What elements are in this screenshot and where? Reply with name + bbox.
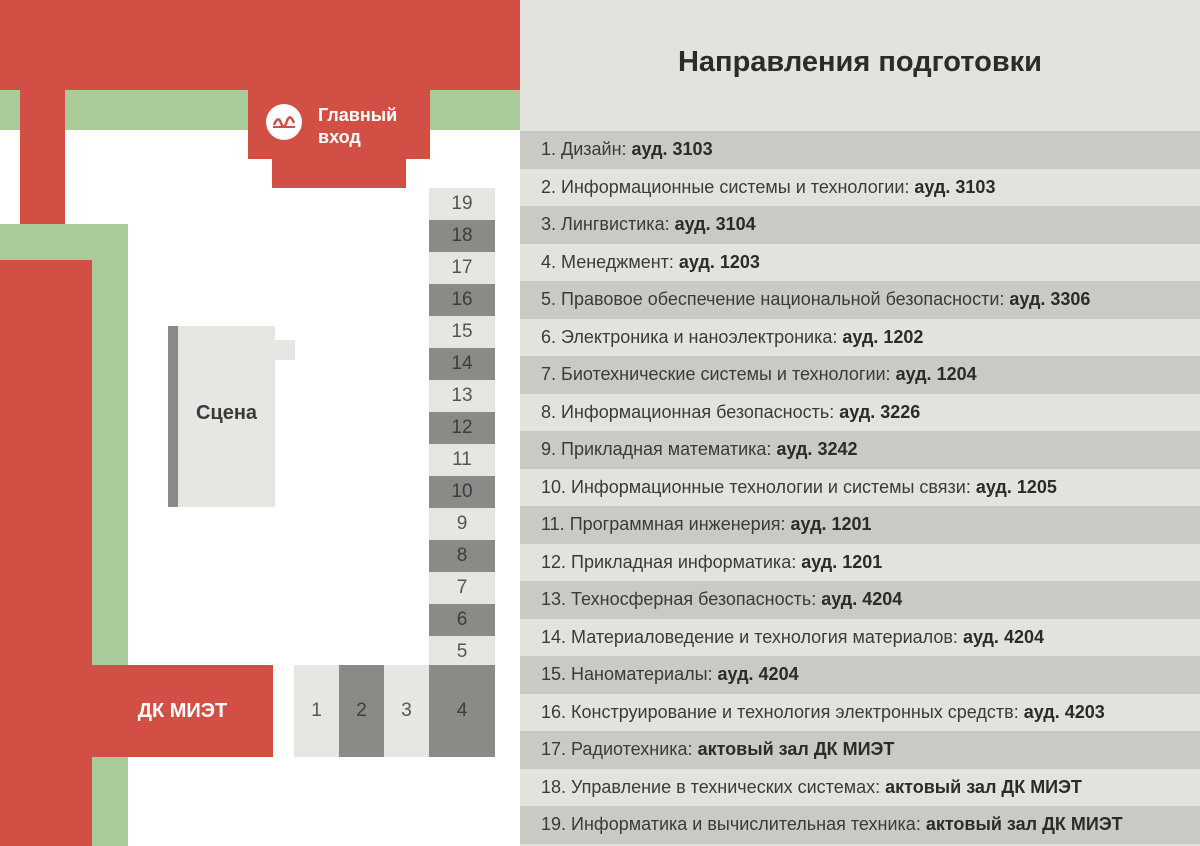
booth-15[interactable]: 15 [429, 316, 495, 348]
booth-11[interactable]: 11 [429, 444, 495, 476]
main-entrance-label-line2: вход [318, 127, 361, 147]
direction-item[interactable] [520, 394, 1200, 432]
direction-name: 16. Конструирование и технология электронных средств: [541, 701, 1019, 722]
direction-room: ауд. 4204 [962, 626, 1044, 647]
direction-name: 8. Информационная безопасность: [541, 401, 835, 422]
stage-edge [168, 326, 178, 507]
direction-item[interactable] [520, 244, 1200, 282]
top-green-path-left [0, 90, 20, 130]
direction-room: ауд. 1201 [801, 551, 883, 572]
direction-room: ауд. 1202 [842, 326, 924, 347]
direction-room: ауд. 4204 [717, 664, 799, 685]
direction-name: 12. Прикладная информатика: [541, 551, 797, 572]
booth-13[interactable]: 13 [429, 380, 495, 412]
direction-item[interactable] [520, 506, 1200, 544]
booth-16[interactable]: 16 [429, 284, 495, 316]
direction-name: 17. Радиотехника: [541, 739, 693, 760]
direction-room: ауд. 3103 [914, 176, 996, 197]
direction-name: 3. Лингвистика: [541, 214, 670, 235]
main-entrance[interactable] [248, 90, 430, 159]
direction-name: 4. Менеджмент: [541, 251, 674, 272]
direction-item[interactable] [520, 619, 1200, 657]
booth-14[interactable]: 14 [429, 348, 495, 380]
direction-item[interactable] [520, 469, 1200, 507]
booth-19[interactable]: 19 [429, 188, 495, 220]
top-red-band [0, 0, 520, 90]
direction-name: 9. Прикладная математика: [541, 439, 772, 460]
booth-9[interactable]: 9 [429, 508, 495, 540]
booth-18[interactable]: 18 [429, 220, 495, 252]
direction-item[interactable] [520, 431, 1200, 469]
direction-room: ауд. 1203 [678, 251, 760, 272]
direction-room: ауд. 3306 [1009, 289, 1091, 310]
main-entrance-label-line1: Главный [318, 105, 398, 125]
direction-name: 10. Информационные технологии и системы связи: [541, 476, 971, 497]
direction-name: 19. Информатика и вычислительная техника: [541, 814, 921, 835]
direction-item[interactable] [520, 694, 1200, 732]
direction-name: 7. Биотехнические системы и технологии: [541, 364, 891, 385]
direction-room: ауд. 1204 [895, 364, 977, 385]
direction-room: актовый зал ДК МИЭТ [697, 739, 895, 760]
direction-item[interactable] [520, 131, 1200, 169]
left-red-building [0, 260, 92, 846]
direction-item[interactable] [520, 206, 1200, 244]
direction-room: ауд. 3103 [631, 139, 713, 160]
direction-room: актовый зал ДК МИЭТ [925, 814, 1123, 835]
direction-name: 1. Дизайн: [541, 139, 627, 160]
direction-name: 14. Материаловедение и технология материалов: [541, 626, 958, 647]
booth-8[interactable]: 8 [429, 540, 495, 572]
booth-4[interactable]: 4 [429, 665, 495, 757]
direction-room: ауд. 1205 [975, 476, 1057, 497]
booth-3[interactable]: 3 [384, 665, 429, 757]
direction-room: ауд. 4203 [1023, 701, 1105, 722]
direction-item[interactable] [520, 769, 1200, 807]
direction-room: ауд. 1201 [790, 514, 872, 535]
panel-title: Направления подготовки [677, 46, 1042, 78]
booth-17[interactable]: 17 [429, 252, 495, 284]
booth-10[interactable]: 10 [429, 476, 495, 508]
direction-item[interactable] [520, 731, 1200, 769]
directions-panel [520, 0, 1200, 846]
booth-12[interactable]: 12 [429, 412, 495, 444]
stage[interactable] [168, 326, 275, 507]
direction-name: 15. Наноматериалы: [541, 664, 713, 685]
direction-item[interactable] [520, 581, 1200, 619]
direction-name: 5. Правовое обеспечение национальной безопасности: [541, 289, 1005, 310]
direction-name: 11. Программная инженерия: [541, 514, 786, 535]
direction-item[interactable] [520, 356, 1200, 394]
direction-name: 6. Электроника и наноэлектроника: [541, 326, 838, 347]
direction-room: ауд. 4204 [821, 589, 903, 610]
booth-2[interactable]: 2 [339, 665, 384, 757]
stage-label: Сцена [195, 402, 258, 424]
direction-room: актовый зал ДК МИЭТ [885, 776, 1082, 797]
direction-name: 2. Информационные системы и технологии: [541, 176, 910, 197]
direction-item[interactable] [520, 656, 1200, 694]
direction-item[interactable] [520, 806, 1200, 844]
stage-ramp [275, 340, 295, 360]
direction-item[interactable] [520, 169, 1200, 207]
direction-item[interactable] [520, 281, 1200, 319]
dk-miet-label: ДК МИЭТ [137, 700, 228, 722]
miet-logo-icon [266, 104, 302, 140]
direction-name: 18. Управление в технических системах: [541, 776, 881, 797]
booth-6[interactable]: 6 [429, 604, 495, 636]
direction-name: 13. Техносферная безопасность: [541, 589, 817, 610]
direction-room: ауд. 3226 [839, 401, 921, 422]
direction-item[interactable] [520, 319, 1200, 357]
direction-room: ауд. 3242 [776, 439, 858, 460]
booth-7[interactable]: 7 [429, 572, 495, 604]
booth-1[interactable]: 1 [294, 665, 339, 757]
direction-room: ауд. 3104 [674, 214, 756, 235]
booth-5[interactable]: 5 [429, 636, 495, 668]
main-entrance-label [318, 104, 397, 148]
dk-miet-building[interactable] [92, 665, 273, 757]
direction-item[interactable] [520, 544, 1200, 582]
